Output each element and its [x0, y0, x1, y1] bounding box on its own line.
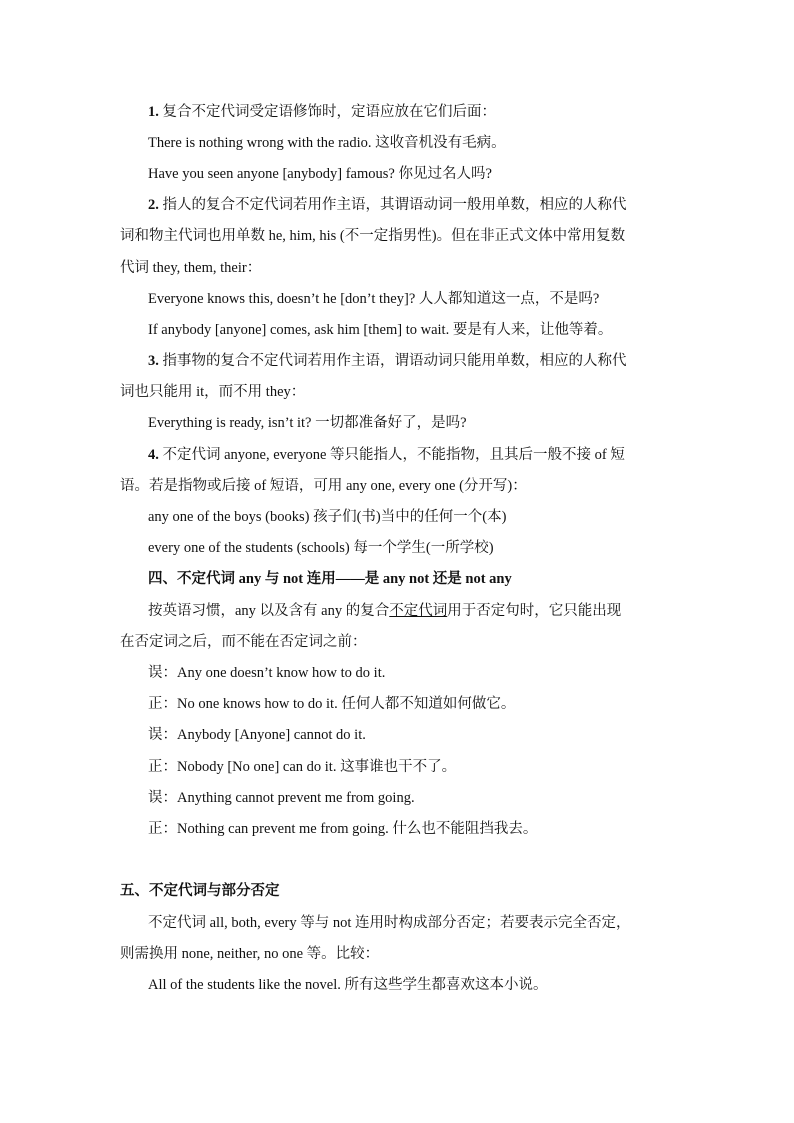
- rule-1-example-1: There is nothing wrong with the radio. 这收音机没有毛病。: [148, 135, 506, 151]
- section-4-paragraph-part-a: 按英语习惯，any 以及含有 any 的复合: [148, 603, 390, 619]
- rule-4-number: 4.: [148, 447, 159, 463]
- rule-2-example-1: Everyone knows this, doesn’t he [don’t they]? 人人都知道这一点，不是吗?: [148, 291, 600, 307]
- section-4-wrong-3: 误：Anything cannot prevent me from going.: [148, 790, 415, 806]
- rule-4-example-2: every one of the students (schools) 每一个学生(一所学校): [148, 540, 494, 556]
- section-4-right-2: 正：Nobody [No one] can do it. 这事谁也干不了。: [148, 759, 457, 775]
- section-4-right-1: 正：No one knows how to do it. 任何人都不知道如何做它。: [148, 696, 516, 712]
- rule-3-text-1: 指事物的复合不定代词若用作主语，谓语动词只能用单数，相应的人称代: [158, 353, 627, 369]
- section-4-paragraph-part-b: 用于否定句时，它只能出现: [447, 603, 622, 619]
- section-4-heading: 四、不定代词 any 与 not 连用——是 any not 还是 not any: [148, 571, 512, 587]
- rule-4-example-1: any one of the boys (books) 孩子们(书)当中的任何一个(本): [148, 509, 507, 525]
- section-5-paragraph-line-2: 则需换用 none, neither, no one 等。比较：: [120, 946, 380, 962]
- rule-2-line-3: 代词 they, them, their：: [120, 260, 262, 276]
- section-5-example-1: All of the students like the novel. 所有这些学生都喜欢这本小说。: [148, 977, 548, 993]
- rule-1-text: 复合不定代词受定语修饰时，定语应放在它们后面：: [158, 104, 496, 120]
- section-4-wrong-1: 误：Any one doesn’t know how to do it.: [148, 665, 386, 681]
- section-4-underlined-term: 不定代词: [389, 603, 448, 619]
- rule-1-number: 1.: [148, 104, 159, 120]
- rule-2-number: 2.: [148, 197, 159, 213]
- rule-3-number: 3.: [148, 353, 159, 369]
- rule-3-line-2: 词也只能用 it，而不用 they：: [120, 384, 306, 400]
- section-4-paragraph-line-2: 在否定词之后，而不能在否定词之前：: [120, 634, 367, 650]
- section-5-heading: 五、不定代词与部分否定: [120, 883, 280, 899]
- section-4-wrong-2: 误：Anybody [Anyone] cannot do it.: [148, 727, 366, 743]
- section-4-right-3: 正：Nothing can prevent me from going. 什么也不能阻挡我去。: [148, 821, 538, 837]
- rule-1-example-2: Have you seen anyone [anybody] famous? 你见过名人吗?: [148, 166, 492, 182]
- rule-1-line: [148, 102, 496, 122]
- section-5-paragraph-line-1: 不定代词 all, both, every 等与 not 连用时构成部分否定；若要表示完全否定，: [148, 915, 631, 931]
- rule-4-line-2: 语。若是指物或后接 of 短语，可用 any one, every one (分开写)：: [120, 478, 527, 494]
- rule-2-example-2: If anybody [anyone] comes, ask him [them] to wait. 要是有人来，让他等着。: [148, 322, 613, 338]
- rule-2-line-2: 词和物主代词也用单数 he, him, his (不一定指男性)。但在非正式文体中常用复数: [120, 228, 626, 244]
- rule-3-line-1: [148, 351, 627, 371]
- rule-4-text-1: 不定代词 anyone, everyone 等只能指人，不能指物，且其后一般不接 of 短: [158, 447, 625, 463]
- rule-3-example-1: Everything is ready, isn’t it? 一切都准备好了，是吗?: [148, 415, 467, 431]
- rule-4-line-1: [148, 445, 625, 465]
- rule-2-line-1: [148, 195, 627, 215]
- section-4-paragraph-line-1: [148, 601, 621, 621]
- rule-2-text-1: 指人的复合不定代词若用作主语，其谓语动词一般用单数，相应的人称代: [158, 197, 627, 213]
